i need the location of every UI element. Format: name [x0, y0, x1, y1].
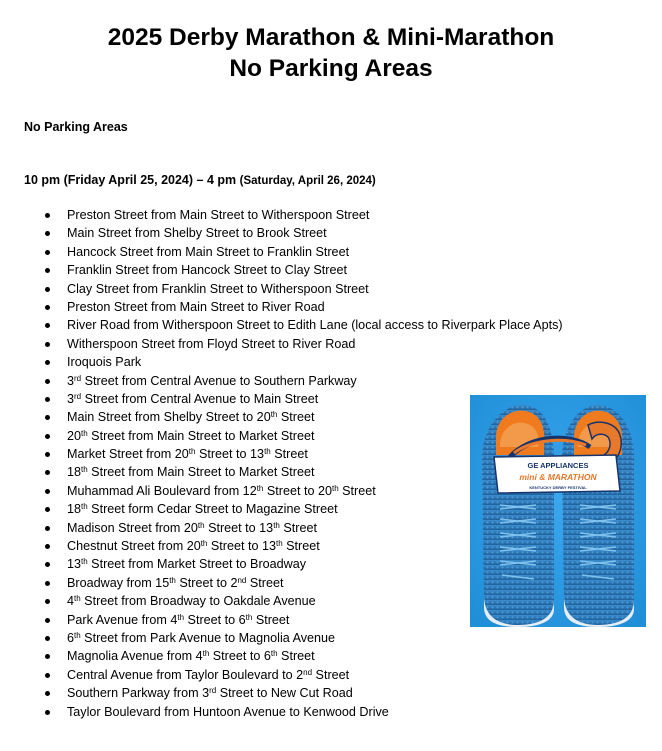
ordinal-suffix: th — [81, 502, 88, 512]
street-text: 3 — [67, 391, 75, 406]
street-text: Street to 13 — [207, 539, 276, 554]
street-text: Street to New Cut Road — [216, 686, 353, 701]
ordinal-suffix: th — [197, 520, 205, 530]
street-text: Street from Main Street to Market Street — [87, 428, 315, 443]
logo-line-1: GE APPLIANCES — [527, 461, 589, 470]
street-list-item — [0, 243, 563, 261]
street-text: Street — [270, 447, 308, 462]
street-list-item — [0, 335, 563, 353]
street-text: Street to 13 — [195, 447, 265, 462]
street-text: Clay Street from Franklin Street to Witherspoon Street — [67, 281, 369, 296]
street-text: 20 — [67, 428, 82, 443]
street-text: Street — [279, 520, 317, 535]
street-text: Street from Central Avenue to Main Street — [81, 391, 319, 406]
street-text: Street from Central Avenue to Southern Parkway — [81, 373, 357, 388]
time-range — [24, 173, 376, 187]
ordinal-suffix: nd — [303, 667, 313, 677]
street-text: Street from Park Avenue to Magnolia Avenue — [80, 630, 336, 645]
logo-line-2: mini & MARATHON — [519, 472, 597, 482]
time-range-end: (Saturday, April 26, 2024) — [239, 175, 376, 187]
street-text: Street to 6 — [209, 649, 271, 664]
ordinal-suffix: rd — [74, 391, 82, 401]
street-text: Park Avenue from 4 — [67, 612, 178, 627]
street-text: Central Avenue from Taylor Boulevard to 2 — [67, 667, 304, 682]
ordinal-suffix: th — [202, 649, 210, 659]
logo-line-3: KENTUCKY DERBY FESTIVAL — [529, 485, 587, 490]
ordinal-suffix: th — [200, 539, 208, 549]
street-text: Iroquois Park — [67, 355, 142, 370]
street-list-item — [0, 629, 563, 647]
street-list-item — [0, 206, 563, 224]
street-text: Preston Street from Main Street to Witherspoon Street — [67, 208, 370, 222]
time-range-start: 10 pm (Friday April 25, 2024) – 4 pm — [24, 173, 237, 187]
street-text: Market Street from 20 — [67, 447, 189, 462]
street-list-item — [0, 280, 563, 298]
street-list-item — [0, 353, 563, 371]
street-text: Witherspoon Street from Floyd Street to River Road — [67, 336, 356, 351]
ordinal-suffix: th — [74, 594, 81, 604]
street-text: Street — [277, 410, 315, 425]
ordinal-suffix: th — [81, 557, 88, 567]
street-list-item — [0, 666, 563, 684]
ordinal-suffix: th — [331, 483, 339, 493]
ordinal-suffix: th — [245, 612, 253, 622]
street-text: Taylor Boulevard from Huntoon Avenue to Kenwood Drive — [67, 704, 389, 719]
street-list-item — [0, 647, 563, 665]
street-text: Street — [312, 667, 350, 682]
street-text: Street to 13 — [204, 520, 274, 535]
street-list-item — [0, 372, 563, 390]
street-text: Street — [277, 649, 315, 664]
ordinal-suffix: nd — [237, 575, 247, 585]
ordinal-suffix: rd — [74, 373, 82, 383]
document-title — [0, 22, 662, 84]
street-text: 3 — [67, 373, 75, 388]
street-list-item — [0, 261, 563, 279]
street-text: 4 — [67, 594, 75, 609]
street-text: Muhammad Ali Boulevard from 12 — [67, 483, 257, 498]
street-text: Street to 2 — [175, 575, 238, 590]
street-text: Street — [252, 612, 290, 627]
street-list-item — [0, 224, 563, 242]
street-list-item — [0, 298, 563, 316]
street-text: Street from Market Street to Broadway — [87, 557, 307, 572]
street-text: Hancock Street from Main Street to Franklin Street — [67, 244, 350, 259]
street-text: Southern Parkway from 3 — [67, 686, 210, 701]
street-text: Street — [338, 483, 376, 498]
street-text: Street form Cedar Street to Magazine Street — [87, 502, 338, 517]
street-list-item — [0, 316, 563, 334]
street-text: Main Street from Shelby Street to Brook Street — [67, 226, 327, 241]
street-text: Street from Broadway to Oakdale Avenue — [80, 594, 316, 609]
street-text: Magnolia Avenue from 4 — [67, 649, 203, 664]
street-text: 18 — [67, 465, 82, 480]
street-text: Street — [246, 575, 284, 590]
street-text: Chestnut Street from 20 — [67, 539, 201, 554]
street-text: Franklin Street from Hancock Street to Clay Street — [67, 263, 347, 278]
street-text: 13 — [67, 557, 82, 572]
ordinal-suffix: th — [74, 630, 81, 640]
ordinal-suffix: th — [177, 612, 185, 622]
street-text: River Road from Witherspoon Street to Edith Lane (local access to Riverpark Place Apts) — [67, 318, 563, 333]
ordinal-suffix: th — [273, 520, 280, 530]
title-line-2: No Parking Areas — [229, 55, 433, 82]
marathon-shoes-photo — [470, 395, 646, 627]
ordinal-suffix: th — [169, 575, 176, 585]
ordinal-suffix: th — [275, 539, 283, 549]
ordinal-suffix: th — [81, 428, 88, 438]
street-text: Street — [282, 539, 320, 554]
street-list-item — [0, 703, 563, 721]
ordinal-suffix: rd — [209, 686, 217, 696]
street-text: Street to 20 — [263, 483, 332, 498]
street-text: Street to 6 — [184, 612, 246, 627]
title-line-1: 2025 Derby Marathon & Mini-Marathon — [107, 24, 555, 51]
ordinal-suffix: th — [264, 447, 271, 457]
section-heading: No Parking Areas — [24, 120, 128, 134]
street-text: Street from Main Street to Market Street — [87, 465, 315, 480]
ordinal-suffix: th — [188, 447, 196, 457]
street-text: 6 — [67, 630, 75, 645]
ordinal-suffix: th — [256, 483, 264, 493]
street-text: Preston Street from Main Street to River Road — [67, 299, 325, 314]
ordinal-suffix: th — [81, 465, 88, 475]
street-text: Broadway from 15 — [67, 575, 170, 590]
ordinal-suffix: th — [270, 410, 278, 420]
street-list-item — [0, 684, 563, 702]
street-text: Main Street from Shelby Street to 20 — [67, 410, 271, 425]
ordinal-suffix: th — [270, 649, 278, 659]
street-text: Madison Street from 20 — [67, 520, 198, 535]
street-text: 18 — [67, 502, 82, 517]
